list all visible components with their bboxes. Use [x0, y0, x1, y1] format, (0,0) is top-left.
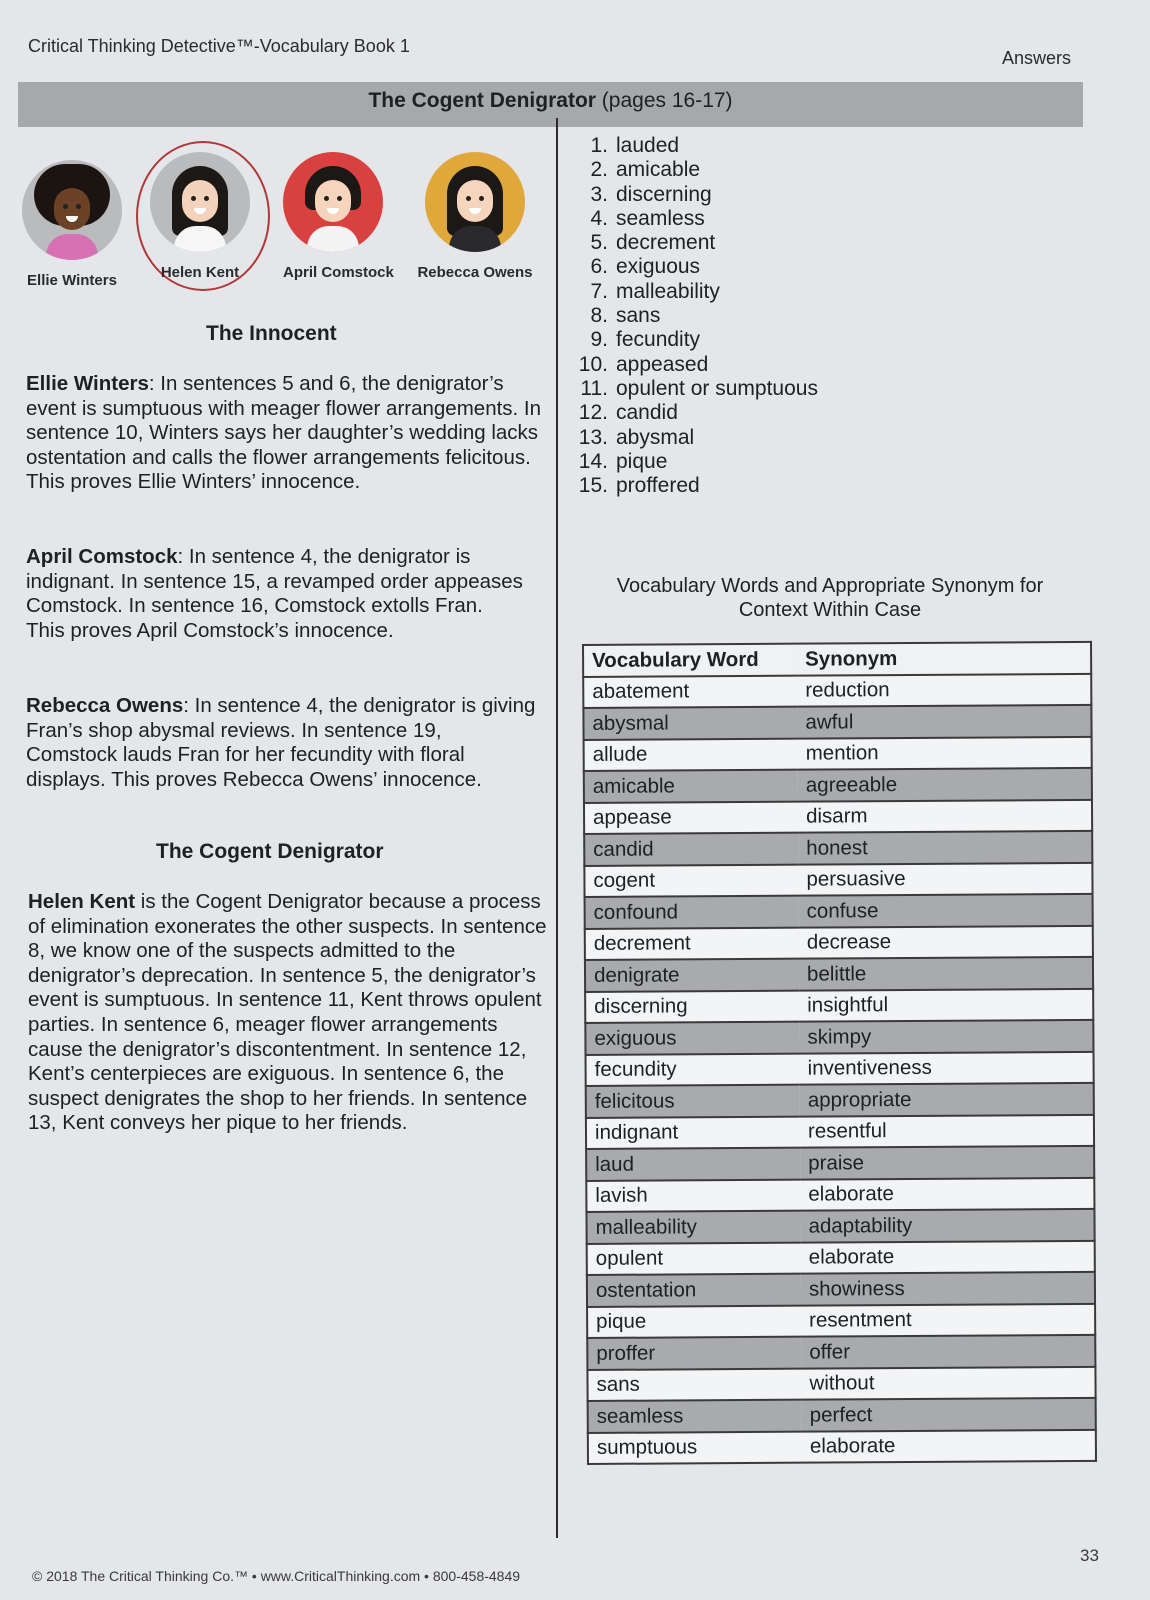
synonym-cell: inventiveness: [800, 1051, 1094, 1084]
answer-word: candid: [616, 401, 678, 425]
vocab-word-cell: sumptuous: [588, 1431, 802, 1464]
cogent-denigrator-heading: The Cogent Denigrator: [156, 840, 384, 863]
vocab-word-cell: confound: [585, 896, 799, 929]
answer-number: 4.: [590, 206, 608, 230]
synonym-cell: showiness: [801, 1272, 1095, 1305]
answer-number: 1.: [590, 134, 608, 157]
answer-item: [570, 328, 818, 352]
answer-number: 9.: [590, 328, 608, 352]
vocab-word-cell: candid: [584, 833, 798, 866]
synonym-cell: skimpy: [799, 1020, 1093, 1053]
synonym-cell: resentment: [801, 1303, 1095, 1336]
case-title-banner: [18, 82, 1083, 127]
synonym-cell: elaborate: [800, 1177, 1094, 1210]
table-row: [587, 1272, 1095, 1307]
answer-word: appeased: [616, 352, 709, 376]
answer-item: [570, 183, 818, 207]
column-header-synonym: Synonym: [797, 642, 1091, 675]
table-row: [584, 862, 1092, 897]
cogent-denigrator-explanation: [28, 890, 548, 1136]
answer-item: [570, 304, 818, 328]
synonym-cell: adaptability: [800, 1209, 1094, 1242]
answer-word: malleability: [616, 279, 720, 303]
case-title: The Cogent Denigrator: [368, 89, 596, 112]
answer-number: 11.: [580, 376, 608, 400]
synonym-cell: without: [801, 1366, 1095, 1399]
answer-number: 13.: [578, 425, 608, 449]
table-row: [586, 1114, 1094, 1149]
ellie-winters-explanation: [26, 372, 546, 495]
synonym-cell: awful: [797, 705, 1091, 738]
answer-number: 12.: [578, 401, 608, 425]
rebecca-owens-name: Rebecca Owens: [26, 694, 184, 717]
suspect-ellie-winters: [22, 160, 122, 289]
suspect-name: Rebecca Owens: [417, 264, 533, 281]
answer-number: 3.: [590, 182, 608, 206]
suspect-name: Ellie Winters: [27, 272, 117, 289]
answer-word: fecundity: [616, 328, 701, 352]
answer-number: 6.: [590, 255, 608, 279]
table-row: [585, 957, 1093, 992]
vocab-word-cell: fecundity: [586, 1053, 800, 1086]
synonym-cell: disarm: [798, 799, 1092, 832]
april-comstock-explanation: [26, 545, 526, 643]
synonym-cell: perfect: [802, 1398, 1096, 1431]
vocab-word-cell: proffer: [587, 1337, 801, 1370]
april-comstock-text: : In sentence 4, the denigrator is indignant. In sentence 15, a revamped order appeases Comstock. In sentence 16, Comstock extolls Fran. This proves April Comstock’s innocence.: [26, 545, 523, 642]
answer-item: [570, 377, 818, 401]
table-row: [585, 925, 1093, 960]
case-pages: (pages 16-17): [601, 89, 733, 112]
rebecca-owens-text: : In sentence 4, the denigrator is giving Fran’s shop abysmal reviews. In sentence 19, Comstock lauds Fran for her fecundity with floral displays. This proves Rebecca Owens’ innocence.: [26, 694, 536, 791]
vocab-word-cell: amicable: [584, 770, 798, 803]
rebecca-owens-explanation: [26, 694, 536, 792]
culprit-text: is the Cogent Denigrator because a process of elimination exonerates the other suspects. In sentence 8, we know one of the suspects admitted to the denigrator’s deprecation. In sentence 5, the denigrator’s event is sumptuous. In sentence 11, Kent throws opulent parties. In sentence 6, meager flower arrangements cause the denigrator’s discontentment. In sentence 12, Kent’s centerpieces are exiguous. In sentence 6, the suspect denigrates the shop to her friends. In sentence 13, Kent conveys her pique to her friends.: [28, 890, 547, 1135]
answer-number: 15.: [578, 474, 608, 498]
vocab-word-cell: decrement: [585, 927, 799, 960]
vocab-word-cell: laud: [586, 1148, 800, 1181]
caption-line: Context Within Case: [738, 599, 922, 621]
column-divider: [556, 118, 558, 1538]
vocab-word-cell: seamless: [588, 1400, 802, 1433]
table-row: [584, 768, 1092, 803]
answer-item: [570, 207, 818, 231]
vocab-table-caption: [580, 574, 1080, 622]
page-number: 33: [1080, 1546, 1099, 1565]
answer-item: [570, 474, 818, 498]
table-row: [587, 1240, 1095, 1275]
synonym-cell: persuasive: [798, 862, 1092, 895]
vocab-word-cell: lavish: [586, 1179, 800, 1212]
vocab-word-cell: sans: [587, 1368, 801, 1401]
answer-item: [570, 134, 818, 158]
synonym-cell: appropriate: [800, 1083, 1094, 1116]
answer-item: [570, 255, 818, 279]
vocab-word-cell: malleability: [586, 1211, 800, 1244]
answer-item: [570, 401, 818, 425]
table-row: [586, 1177, 1094, 1212]
vocab-synonym-table: [582, 641, 1097, 1465]
answer-number: 8.: [590, 304, 608, 328]
april-comstock-portrait-icon: [283, 152, 383, 252]
synonym-cell: decrease: [799, 925, 1093, 958]
answer-word: sans: [616, 304, 661, 328]
synonym-cell: offer: [801, 1335, 1095, 1368]
answer-number: 2.: [590, 158, 608, 182]
answer-list: [570, 134, 818, 498]
answer-item: [570, 280, 818, 304]
table-row: [584, 831, 1092, 866]
column-header-word: Vocabulary Word: [583, 644, 797, 677]
answer-word: exiguous: [616, 255, 701, 279]
answer-number: 5.: [590, 231, 608, 255]
helen-kent-portrait-icon: [150, 152, 250, 252]
vocab-word-cell: pique: [587, 1305, 801, 1338]
table-row: [585, 894, 1093, 929]
caption-line: Vocabulary Words and Appropriate Synonym for: [616, 575, 1044, 597]
synonym-cell: elaborate: [802, 1429, 1096, 1462]
answer-number: 10.: [578, 352, 608, 376]
table-row: [583, 673, 1091, 708]
book-title: Critical Thinking Detective™-Vocabulary Book 1: [28, 36, 410, 56]
vocab-word-cell: indignant: [586, 1116, 800, 1149]
answer-word: lauded: [616, 134, 680, 157]
synonym-cell: resentful: [800, 1114, 1094, 1147]
table-row: [588, 1398, 1096, 1433]
table-row: [584, 799, 1092, 834]
answer-item: [570, 231, 818, 255]
suspect-april-comstock: [283, 152, 394, 281]
synonym-cell: agreeable: [798, 768, 1092, 801]
synonym-cell: confuse: [799, 894, 1093, 927]
ellie-winters-portrait-icon: [22, 160, 122, 260]
ellie-winters-text: : In sentences 5 and 6, the denigrator’s event is sumptuous with meager flower arrangements. In sentence 10, Winters says her daughter’s wedding lacks ostentation and calls the flower arrangements felicitous. This proves Ellie Winters’ innocence.: [26, 372, 542, 494]
vocab-word-cell: cogent: [584, 864, 798, 897]
answer-word: seamless: [616, 206, 705, 230]
table-row: [587, 1303, 1095, 1338]
table-header-row: [583, 642, 1091, 677]
answer-word: opulent or sumptuous: [616, 376, 818, 400]
answer-word: proffered: [616, 474, 700, 498]
answer-item: [570, 158, 818, 182]
table-row: [583, 705, 1091, 740]
synonym-cell: reduction: [797, 673, 1091, 706]
synonym-cell: praise: [800, 1146, 1094, 1179]
vocab-word-cell: appease: [584, 801, 798, 834]
answer-number: 7.: [590, 279, 608, 303]
table-row: [587, 1335, 1095, 1370]
table-row: [585, 1020, 1093, 1055]
vocab-word-cell: abysmal: [583, 707, 797, 740]
answer-word: pique: [616, 449, 668, 473]
suspect-helen-kent: [150, 152, 250, 281]
table-row: [584, 736, 1092, 771]
vocab-word-cell: opulent: [587, 1242, 801, 1275]
vocab-word-cell: denigrate: [585, 959, 799, 992]
suspect-rebecca-owens: [415, 152, 535, 281]
answer-number: 14.: [578, 449, 608, 473]
answer-word: discerning: [616, 182, 712, 206]
copyright-footer: © 2018 The Critical Thinking Co.™ • www.CriticalThinking.com • 800-458-4849: [32, 1568, 521, 1584]
section-label: Answers: [1002, 48, 1072, 68]
ellie-winters-name: Ellie Winters: [26, 372, 149, 395]
april-comstock-name: April Comstock: [26, 545, 178, 568]
answer-item: [570, 450, 818, 474]
suspect-name: Helen Kent: [160, 264, 240, 281]
vocab-word-cell: allude: [584, 738, 798, 771]
vocab-word-cell: abatement: [583, 675, 797, 708]
synonym-cell: honest: [798, 831, 1092, 864]
vocab-word-cell: felicitous: [586, 1085, 800, 1118]
synonym-cell: mention: [798, 736, 1092, 769]
table-row: [586, 1209, 1094, 1244]
table-row: [586, 1051, 1094, 1086]
answer-item: [570, 426, 818, 450]
synonym-cell: elaborate: [801, 1240, 1095, 1273]
synonym-cell: insightful: [799, 988, 1093, 1021]
table-row: [588, 1429, 1096, 1464]
answer-item: [570, 353, 818, 377]
rebecca-owens-portrait-icon: [425, 152, 525, 252]
table-row: [587, 1366, 1095, 1401]
vocab-word-cell: ostentation: [587, 1274, 801, 1307]
table-row: [585, 988, 1093, 1023]
answer-word: decrement: [616, 231, 716, 255]
vocab-word-cell: exiguous: [585, 1022, 799, 1055]
innocent-heading: The Innocent: [206, 322, 337, 345]
suspect-name: April Comstock: [283, 264, 394, 281]
synonym-cell: belittle: [799, 957, 1093, 990]
answer-word: amicable: [616, 158, 701, 182]
table-row: [586, 1083, 1094, 1118]
vocab-word-cell: discerning: [585, 990, 799, 1023]
answer-word: abysmal: [616, 425, 695, 449]
culprit-name: Helen Kent: [28, 890, 136, 913]
table-row: [586, 1146, 1094, 1181]
